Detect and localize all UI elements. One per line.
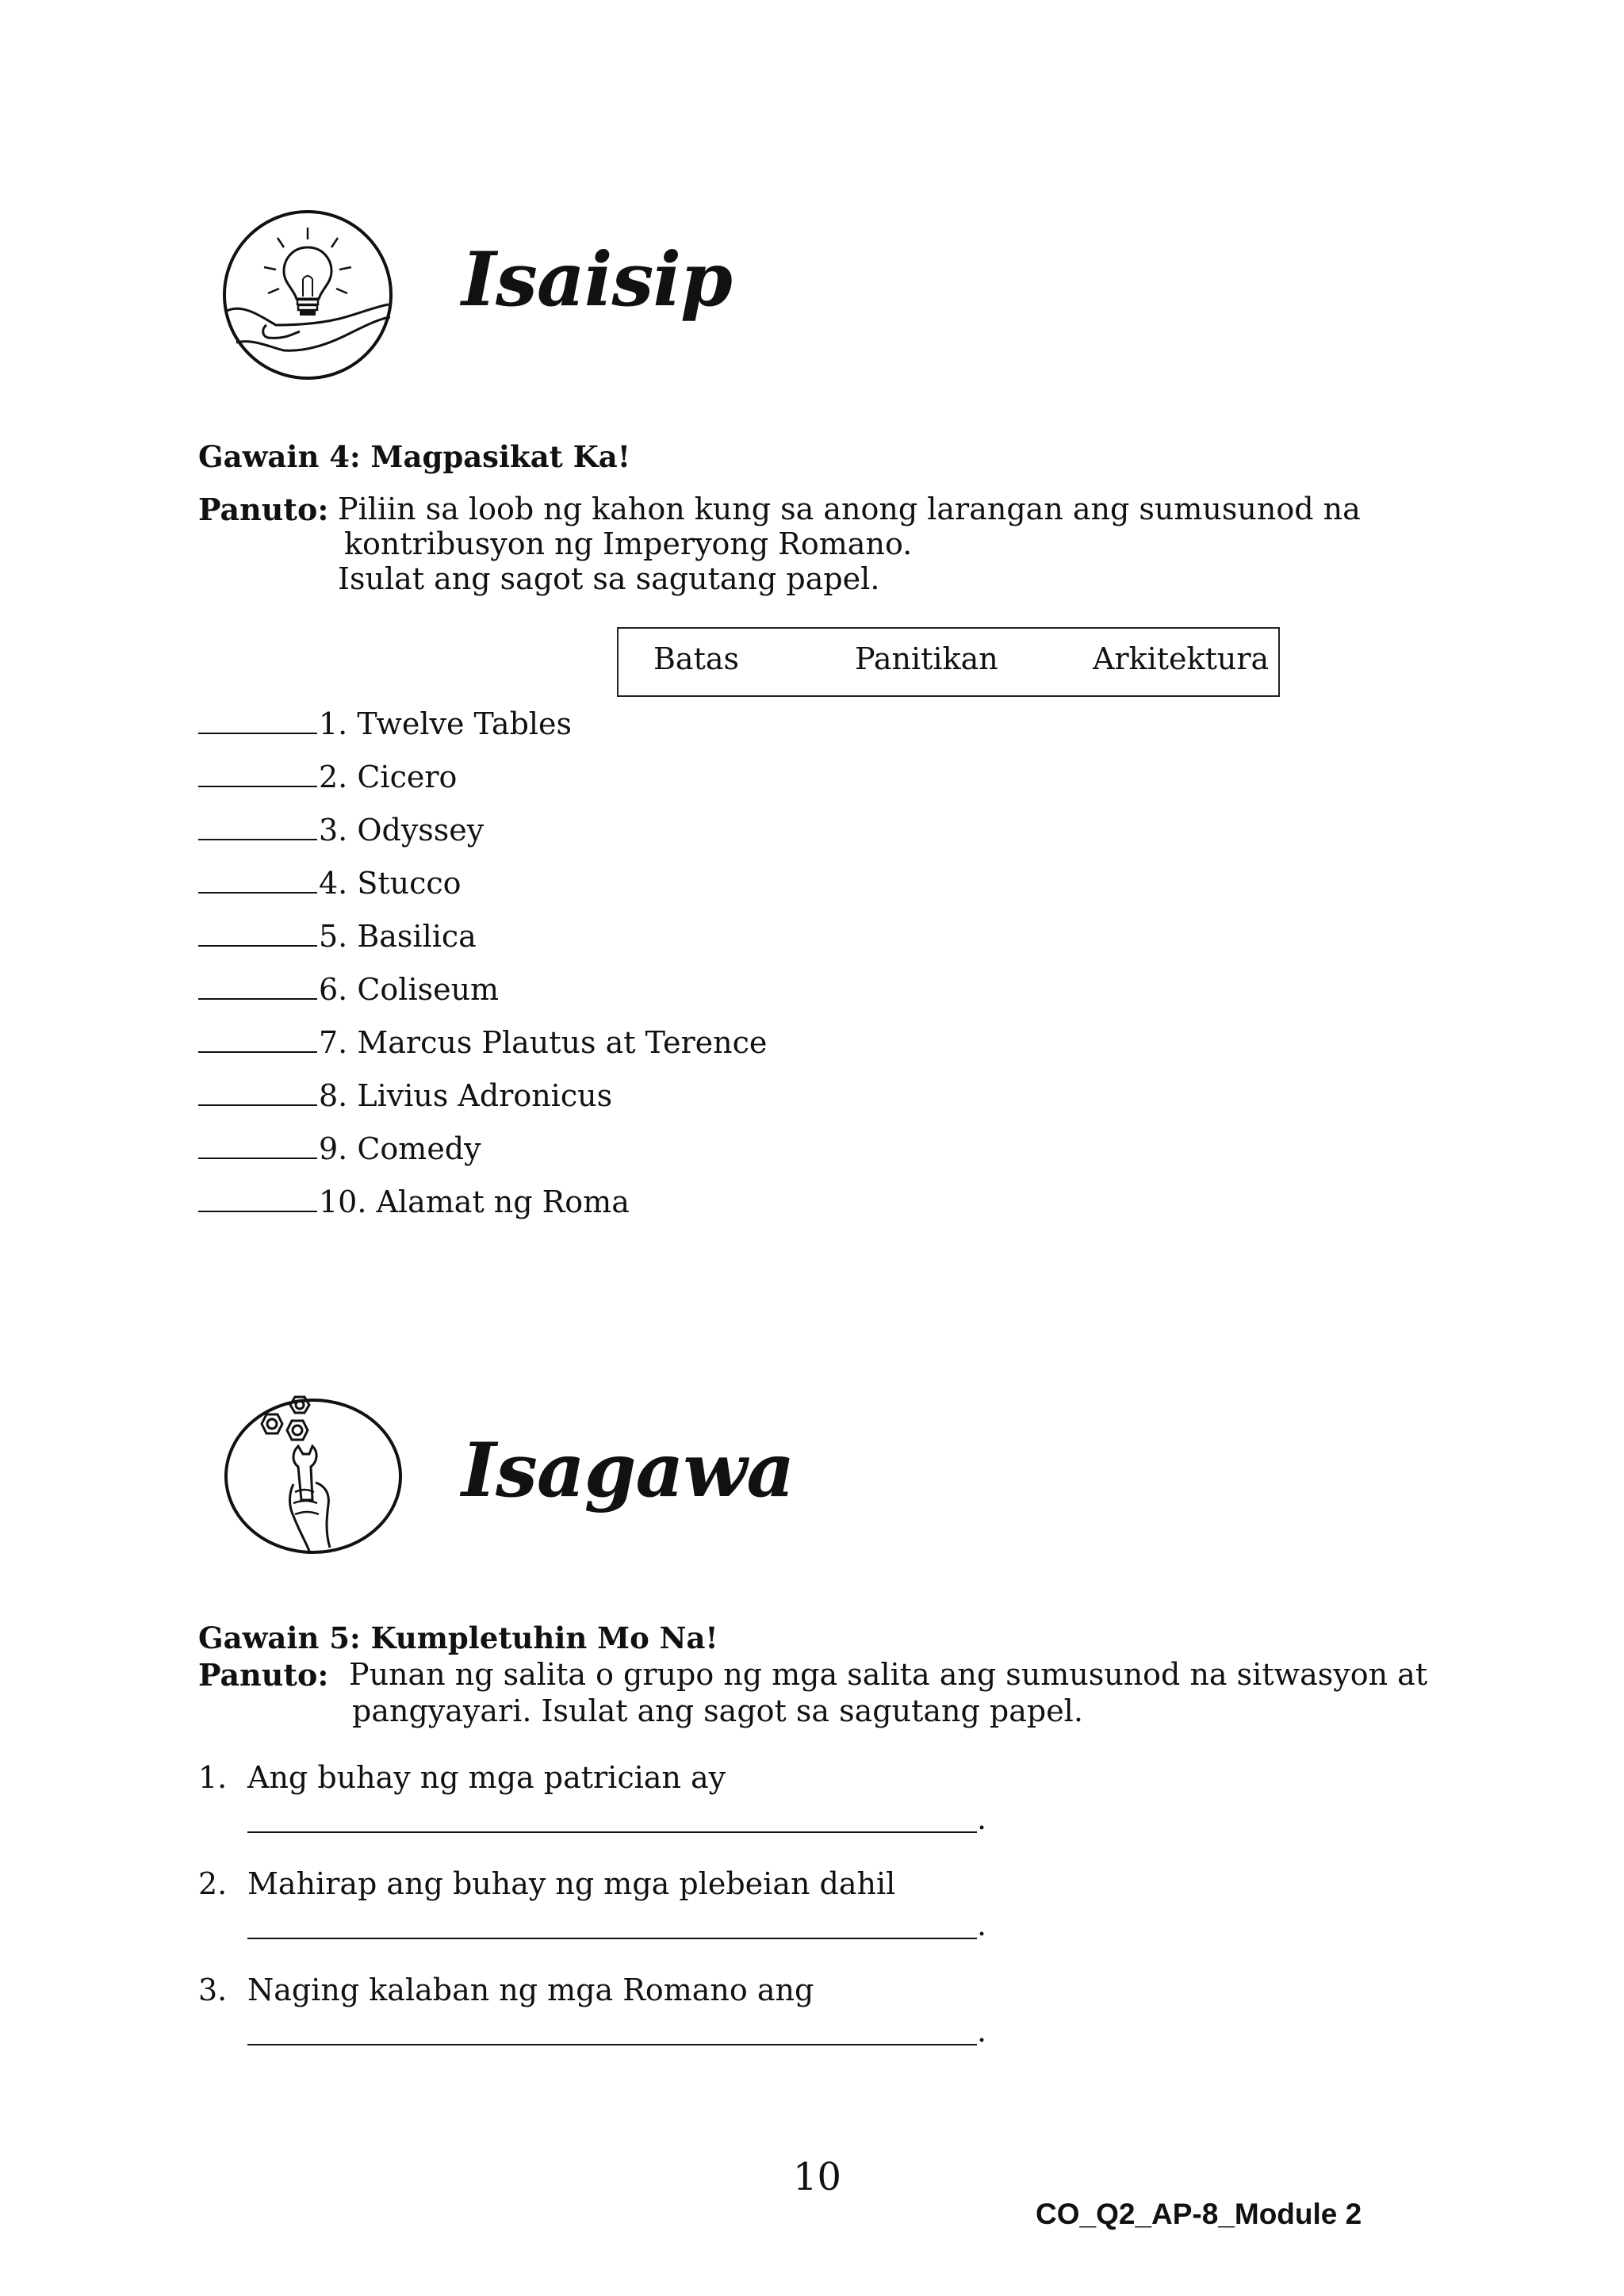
instruction-line: kontribusyon ng Imperyong Romano. — [344, 526, 913, 561]
section-title-isagawa: Isagawa — [462, 1427, 795, 1514]
instruction-line: Isulat ang sagot sa sagutang papel. — [338, 561, 880, 596]
section-title-isaisip: Isaisip — [462, 236, 732, 323]
answer-blank[interactable] — [198, 1184, 317, 1212]
answer-blank[interactable] — [198, 971, 317, 1000]
instruction-line: Punan ng salita o grupo ng mga salita ang sumusunod na sitwasyon at — [349, 1657, 1428, 1692]
answer-line[interactable] — [247, 1831, 977, 1833]
question-number: 3. — [198, 1973, 228, 2007]
list-item: 7. Marcus Plautus at Terence — [198, 1024, 767, 1064]
lightbulb-hand-icon — [220, 208, 395, 382]
panuto-label: Panuto: — [198, 1657, 329, 1693]
question-number: 2. — [198, 1866, 228, 1901]
answer-blank[interactable] — [198, 865, 317, 894]
choice-batas: Batas — [653, 641, 740, 676]
answer-line[interactable] — [247, 1938, 977, 1939]
gawain-4-title: Gawain 4: Magpasikat Ka! — [198, 439, 631, 474]
instruction-line: pangyayari. Isulat ang sagot sa sagutang papel. — [352, 1693, 1083, 1728]
period: . — [977, 2014, 987, 2049]
period: . — [977, 1801, 987, 1836]
answer-blank[interactable] — [198, 918, 317, 947]
page-number: 10 — [793, 2155, 842, 2199]
answer-blank[interactable] — [198, 706, 317, 734]
question-text: Naging kalaban ng mga Romano ang — [247, 1973, 814, 2007]
answer-blank[interactable] — [198, 1077, 317, 1106]
list-item: 10. Alamat ng Roma — [198, 1184, 630, 1223]
answer-blank[interactable] — [198, 812, 317, 840]
list-item: 4. Stucco — [198, 865, 462, 905]
list-item: 3. Odyssey — [198, 812, 484, 851]
choice-panitikan: Panitikan — [855, 641, 998, 676]
question-number: 1. — [198, 1760, 228, 1795]
list-item: 6. Coliseum — [198, 971, 499, 1011]
list-item: 9. Comedy — [198, 1131, 481, 1170]
module-code: CO_Q2_AP-8_Module 2 — [1036, 2198, 1362, 2230]
list-item: 5. Basilica — [198, 918, 477, 958]
choices-box — [617, 627, 1280, 697]
gawain-5-title: Gawain 5: Kumpletuhin Mo Na! — [198, 1621, 718, 1655]
hand-wrench-gears-icon — [222, 1389, 404, 1556]
period: . — [977, 1908, 987, 1942]
choice-arkitektura: Arkitektura — [1093, 641, 1270, 676]
answer-line[interactable] — [247, 2044, 977, 2045]
answer-blank[interactable] — [198, 759, 317, 787]
answer-blank[interactable] — [198, 1131, 317, 1159]
question-text: Ang buhay ng mga patrician ay — [247, 1760, 726, 1795]
list-item: 8. Livius Adronicus — [198, 1077, 612, 1117]
panuto-label: Panuto: — [198, 492, 329, 527]
instruction-line: Piliin sa loob ng kahon kung sa anong larangan ang sumusunod na — [338, 492, 1361, 526]
answer-blank[interactable] — [198, 1024, 317, 1053]
question-text: Mahirap ang buhay ng mga plebeian dahil — [247, 1866, 896, 1901]
list-item: 1. Twelve Tables — [198, 706, 572, 745]
list-item: 2. Cicero — [198, 759, 457, 798]
